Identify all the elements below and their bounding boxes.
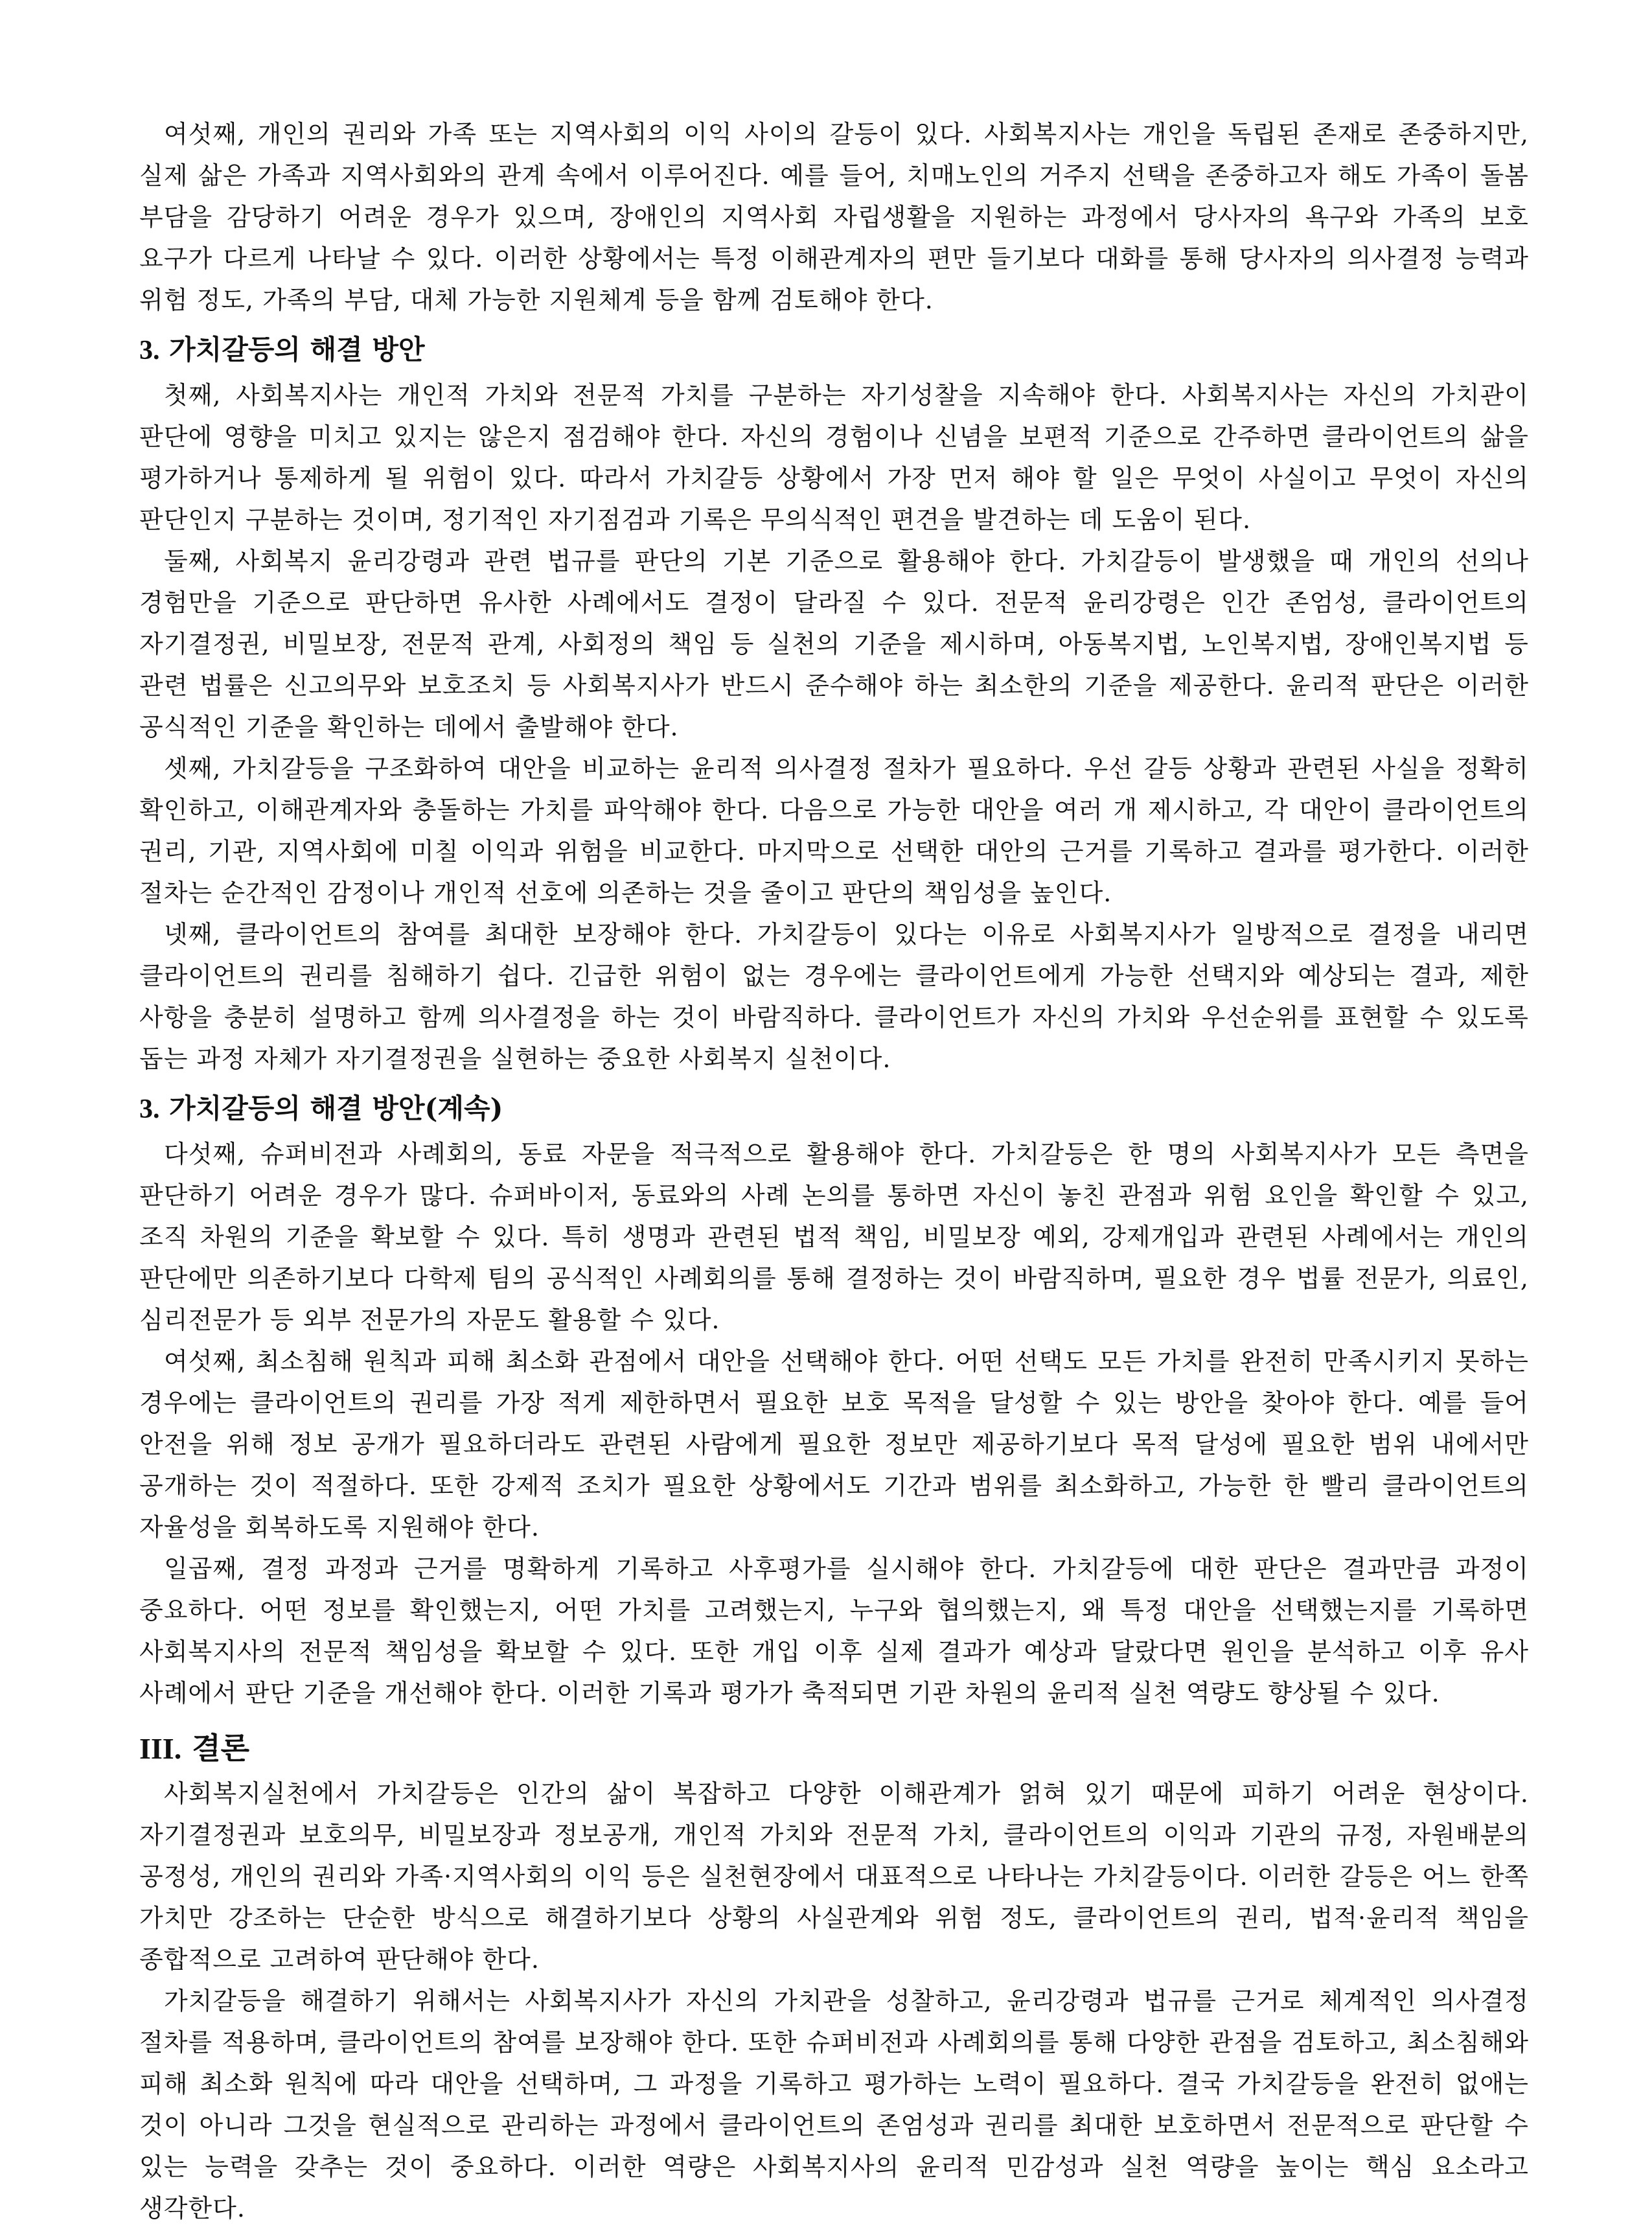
paragraph: 셋째, 가치갈등을 구조화하여 대안을 비교하는 윤리적 의사결정 절차가 필요하다. 우선 갈등 상황과 관련된 사실을 정확히 확인하고, 이해관계자와 충돌하는 가치를 파악해야 한다. 다음으로 가능한 대안을 여러 개 제시하고, 각 대안이 클라이언트의 권리, 기관, 지역사회에 미칠 이익과 위험을 비교한다. 마지막으로 선택한 대안의 근거를 기록하고 결과를 평가한다. 이러한 절차는 순간적인 감정이나 개인적 선호에 의존하는 것을 줄이고 판단의 책임성을 높인다.: [139, 754, 1529, 907]
paragraph: 가치갈등을 해결하기 위해서는 사회복지사가 자신의 가치관을 성찰하고, 윤리강령과 법규를 근거로 체계적인 의사결정 절차를 적용하며, 클라이언트의 참여를 보장해야 한다. 또한 슈퍼비전과 사례회의를 통해 다양한 관점을 검토하고, 최소침해와 피해 최소화 원칙에 따라 대안을 선택하며, 그 과정을 기록하고 평가하는 노력이 필요하다. 결국 가치갈등을 완전히 없애는 것이 아니라 그것을 현실적으로 관리하는 과정에서 클라이언트의 존엄성과 권리를 최대한 보호하면서 전문적으로 판단할 수 있는 능력을 갖추는 것이 중요하다. 이러한 역량은 사회복지사의 윤리적 민감성과 실천 역량을 높이는 핵심 요소라고 생각한다.: [139, 1987, 1529, 2223]
paragraph: 사회복지실천에서 가치갈등은 인간의 삶이 복잡하고 다양한 이해관계가 얽혀 있기 때문에 피하기 어려운 현상이다. 자기결정권과 보호의무, 비밀보장과 정보공개, 개인적 가치와 전문적 가치, 클라이언트의 이익과 기관의 규정, 자원배분의 공정성, 개인의 권리와 가족·지역사회의 이익 등은 실천현장에서 대표적으로 나타나는 가치갈등이다. 이러한 갈등은 어느 한쪽 가치만 강조하는 단순한 방식으로 해결하기보다 상황의 사실관계와 위험 정도, 클라이언트의 권리, 법적·윤리적 책임을 종합적으로 고려하여 판단해야 한다.: [139, 1779, 1529, 1974]
heading-number: III.: [139, 1732, 182, 1765]
paragraph: 일곱째, 결정 과정과 근거를 명확하게 기록하고 사후평가를 실시해야 한다. 가치갈등에 대한 판단은 결과만큼 과정이 중요하다. 어떤 정보를 확인했는지, 어떤 가치를 고려했는지, 누구와 협의했는지, 왜 특정 대안을 선택했는지를 기록하면 사회복지사의 전문적 책임성을 확보할 수 있다. 또한 개입 이후 실제 결과가 예상과 달랐다면 원인을 분석하고 이후 유사 사례에서 판단 기준을 개선해야 한다. 이러한 기록과 평가가 축적되면 기관 차원의 윤리적 실천 역량도 향상될 수 있다.: [139, 1554, 1529, 1707]
section-intro: [139, 113, 1529, 321]
heading-text: 결론: [192, 1731, 250, 1766]
paragraph: 다섯째, 슈퍼비전과 사례회의, 동료 자문을 적극적으로 활용해야 한다. 가치갈등은 한 명의 사회복지사가 모든 측면을 판단하기 어려운 경우가 많다. 슈퍼바이저, 동료와의 사례 논의를 통하면 자신이 놓친 관점과 위험 요인을 확인할 수 있고, 조직 차원의 기준을 확보할 수 있다. 특히 생명과 관련된 법적 책임, 비밀보장 예외, 강제개입과 관련된 사례에서는 개인의 판단에만 의존하기보다 다학제 팀의 공식적인 사례회의를 통해 결정하는 것이 바람직하며, 필요한 경우 법률 전문가, 의료인, 심리전문가 등 외부 전문가의 자문도 활용할 수 있다.: [139, 1140, 1529, 1334]
paragraph: 넷째, 클라이언트의 참여를 최대한 보장해야 한다. 가치갈등이 있다는 이유로 사회복지사가 일방적으로 결정을 내리면 클라이언트의 권리를 침해하기 쉽다. 긴급한 위험이 없는 경우에는 클라이언트에게 가능한 선택지와 예상되는 결과, 제한 사항을 충분히 설명하고 함께 의사결정을 하는 것이 바람직하다. 클라이언트가 자신의 가치와 우선순위를 표현할 수 있도록 돕는 과정 자체가 자기결정권을 실현하는 중요한 사회복지 실천이다.: [139, 920, 1529, 1073]
paragraph: 여섯째, 최소침해 원칙과 피해 최소화 관점에서 대안을 선택해야 한다. 어떤 선택도 모든 가치를 완전히 만족시키지 못하는 경우에는 클라이언트의 권리를 가장 적게 제한하면서 필요한 보호 목적을 달성할 수 있는 방안을 찾아야 한다. 예를 들어 안전을 위해 정보 공개가 필요하더라도 관련된 사람에게 필요한 정보만 제공하기보다 목적 달성에 필요한 범위 내에서만 공개하는 것이 적절하다. 또한 강제적 조치가 필요한 상황에서도 기간과 범위를 최소화하고, 가능한 한 빨리 클라이언트의 자율성을 회복하도록 지원해야 한다.: [139, 1347, 1529, 1542]
heading-number: 3.: [139, 336, 160, 365]
section-resolution-continued: [139, 1089, 1529, 1714]
heading-number: 3.: [139, 1094, 160, 1124]
section-conclusion: [139, 1728, 1529, 2229]
document-page: [139, 113, 1529, 2229]
chapter-heading: [139, 1728, 1529, 1769]
paragraph: 첫째, 사회복지사는 개인적 가치와 전문적 가치를 구분하는 자기성찰을 지속해야 한다. 사회복지사는 자신의 가치관이 판단에 영향을 미치고 있지는 않은지 점검해야 한다. 자신의 경험이나 신념을 보편적 기준으로 간주하면 클라이언트의 삶을 평가하거나 통제하게 될 위험이 있다. 따라서 가치갈등 상황에서 가장 먼저 해야 할 일은 무엇이 사실이고 무엇이 자신의 판단인지 구분하는 것이며, 정기적인 자기점검과 기록은 무의식적인 편견을 발견하는 데 도움이 된다.: [139, 381, 1529, 534]
paragraph: 둘째, 사회복지 윤리강령과 관련 법규를 판단의 기본 기준으로 활용해야 한다. 가치갈등이 발생했을 때 개인의 선의나 경험만을 기준으로 판단하면 유사한 사례에서도 결정이 달라질 수 있다. 전문적 윤리강령은 인간 존엄성, 클라이언트의 자기결정권, 비밀보장, 전문적 관계, 사회정의 책임 등 실천의 기준을 제시하며, 아동복지법, 노인복지법, 장애인복지법 등 관련 법률은 신고의무와 보호조치 등 사회복지사가 반드시 준수해야 하는 최소한의 기준을 제공한다. 윤리적 판단은 이러한 공식적인 기준을 확인하는 데에서 출발해야 한다.: [139, 547, 1529, 741]
heading-text: 가치갈등의 해결 방안(계속): [169, 1092, 503, 1124]
paragraph: 여섯째, 개인의 권리와 가족 또는 지역사회의 이익 사이의 갈등이 있다. 사회복지사는 개인을 독립된 존재로 존중하지만, 실제 삶은 가족과 지역사회와의 관계 속에서 이루어진다. 예를 들어, 치매노인의 거주지 선택을 존중하고자 해도 가족이 돌봄 부담을 감당하기 어려운 경우가 있으며, 장애인의 지역사회 자립생활을 지원하는 과정에서 당사자의 욕구와 가족의 보호 요구가 다르게 나타날 수 있다. 이러한 상황에서는 특정 이해관계자의 편만 들기보다 대화를 통해 당사자의 의사결정 능력과 위험 정도, 가족의 부담, 대체 가능한 지원체계 등을 함께 검토해야 한다.: [139, 120, 1529, 314]
section-heading: [139, 330, 1529, 371]
section-heading: [139, 1089, 1529, 1129]
section-resolution: [139, 330, 1529, 1080]
heading-text: 가치갈등의 해결 방안: [169, 334, 425, 365]
